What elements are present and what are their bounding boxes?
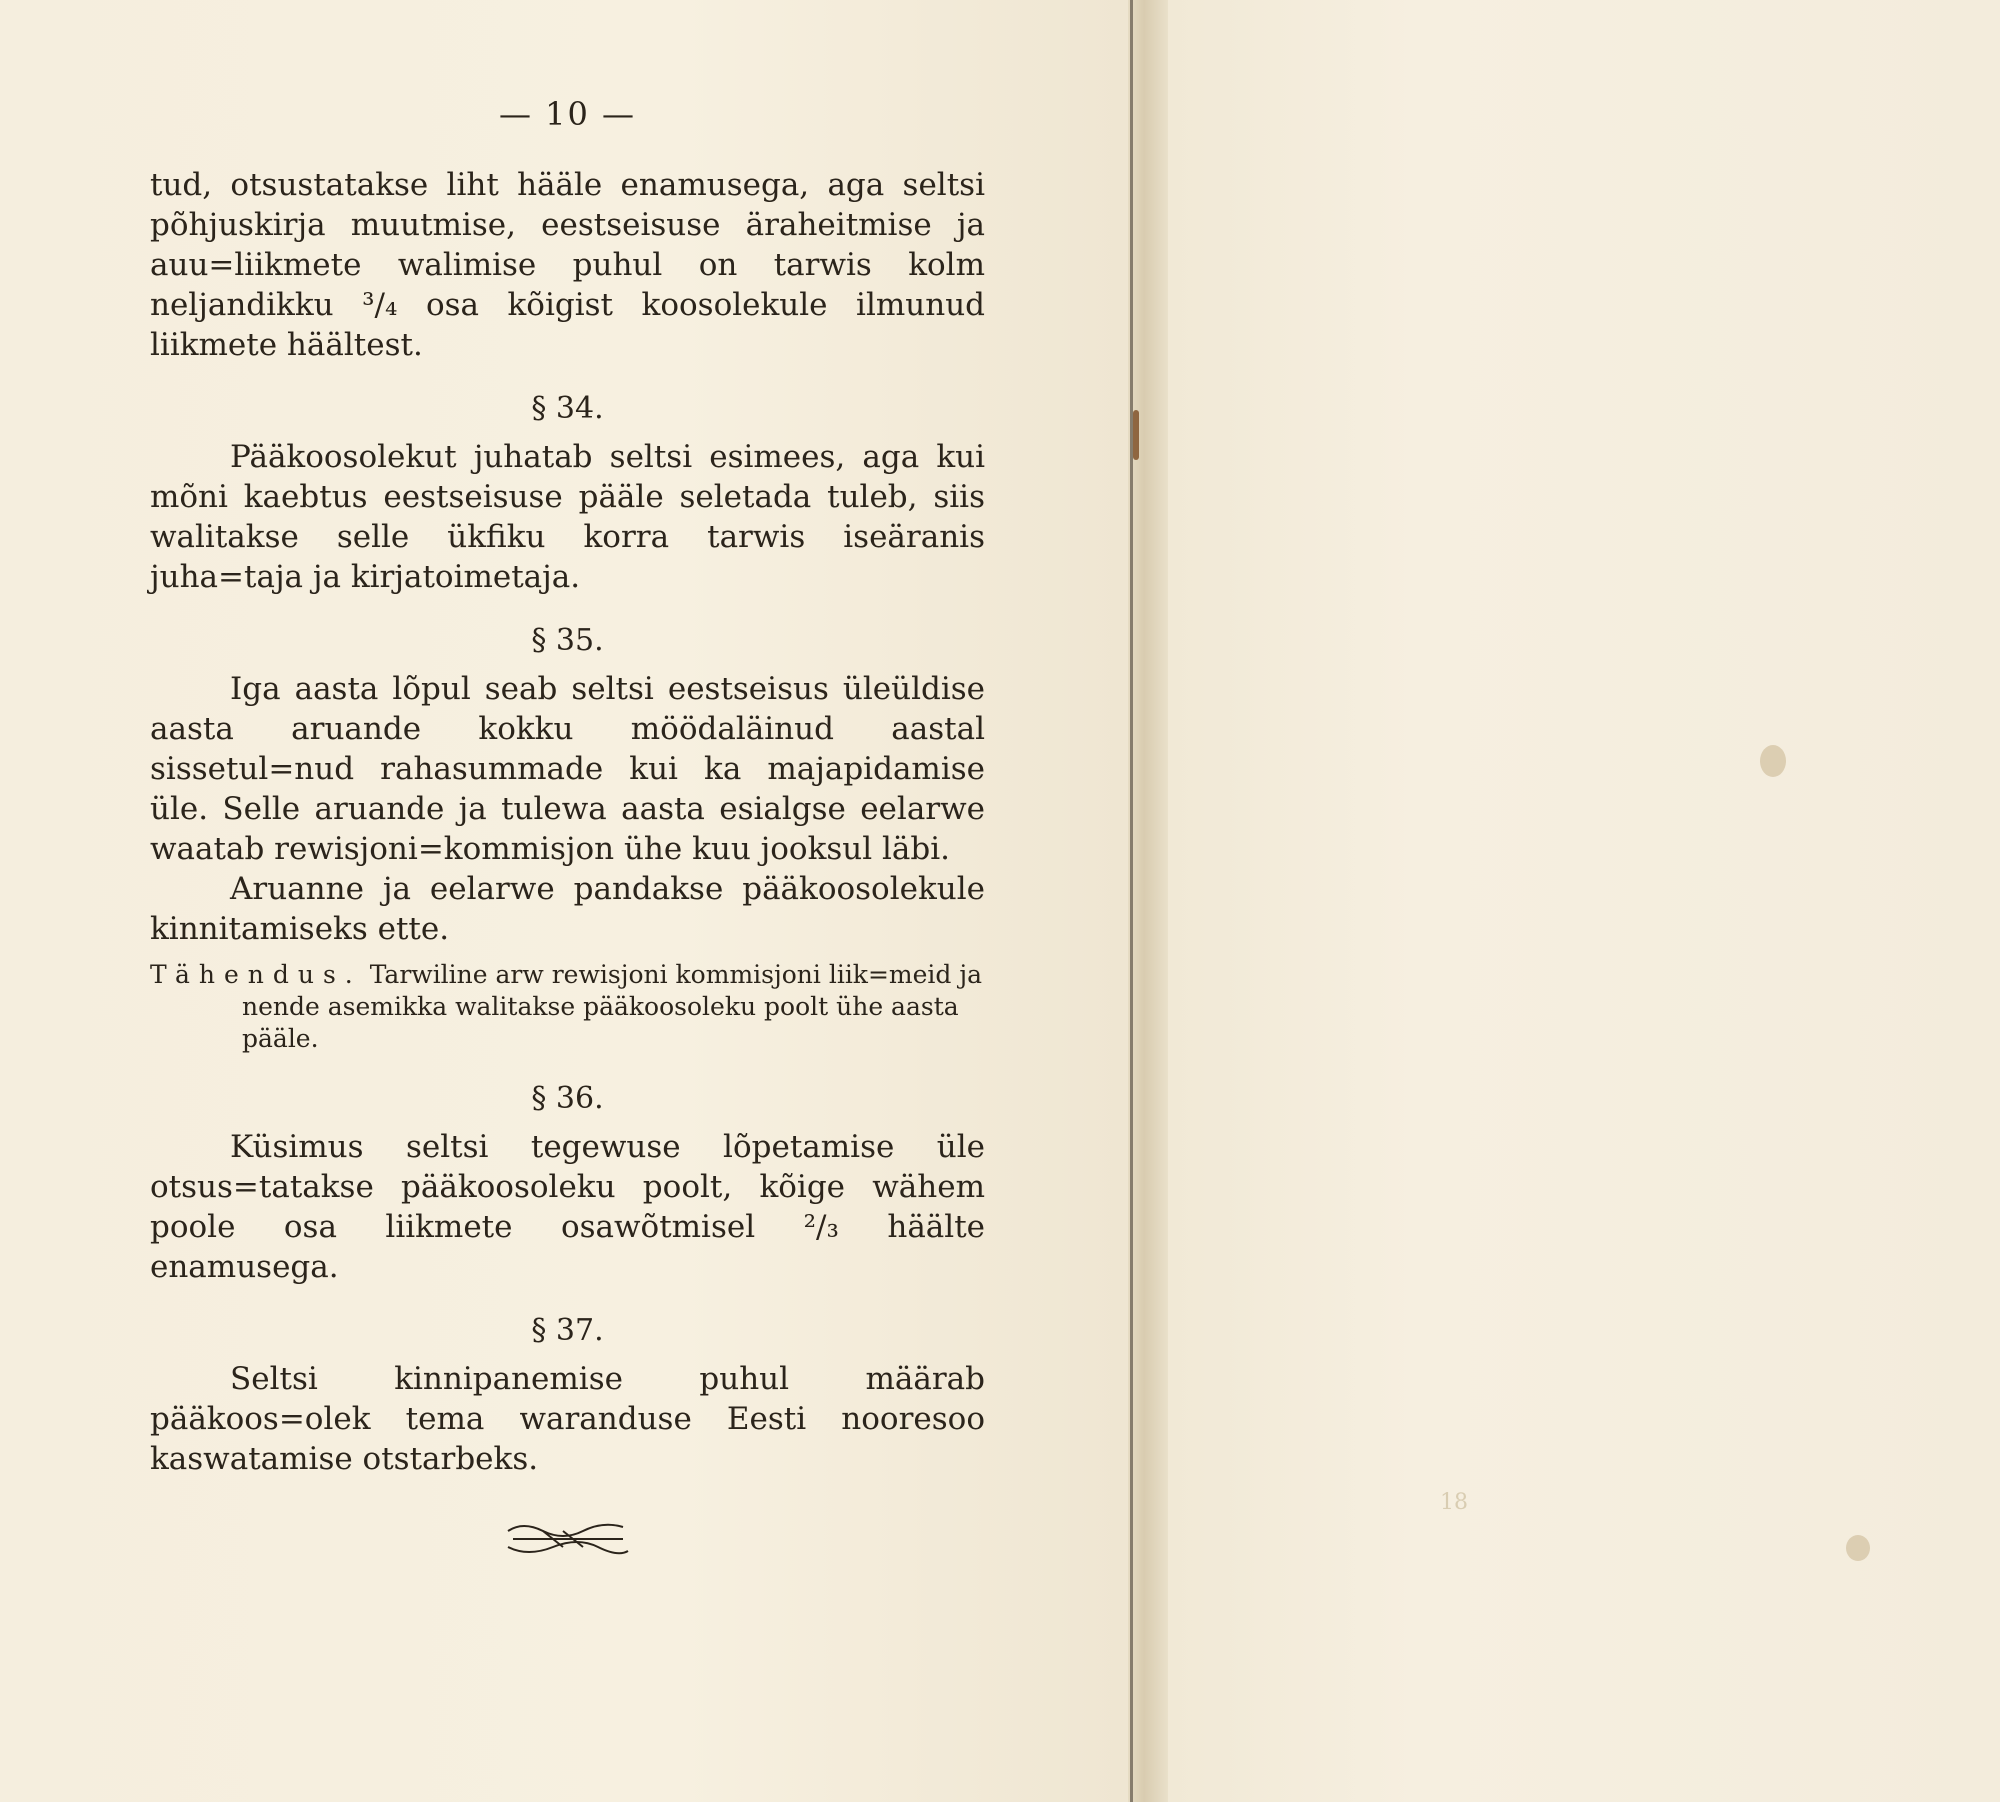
section-heading-34: § 34.	[531, 391, 604, 426]
note-text: Tarwiline arw rewisjoni kommisjoni liik=meid ja nende asemikka walitakse pääkoosoleku poolt ühe aasta pääle.	[242, 960, 983, 1053]
paragraph: Küsimus seltsi tegewuse lõpetamise üle otsus=tatakse pääkoosoleku poolt, kõige wähem poole osa liikmete osawõtmisel ²/₃ häälte enamusega.	[150, 1129, 985, 1285]
right-page-mark: 18	[1440, 1490, 1468, 1515]
page-number: — 10 —	[498, 95, 637, 133]
note-label: Tähendus.	[150, 960, 362, 989]
page-edge-shadow	[1130, 0, 1133, 1802]
paper-stain	[1760, 745, 1786, 777]
flourish-ornament-icon	[503, 1519, 633, 1559]
page-text	[150, 95, 985, 1559]
paper-stain	[1846, 1535, 1870, 1561]
paragraph: Iga aasta lõpul seab seltsi eestseisus üleüldise aasta aruande kokku möödaläinud aastal sissetul=nud rahasummade kui ka majapidamise üle. Selle aruande ja tulewa aasta esialgse eelarwe waatab rewisjoni=kommisjon ühe kuu jooksul läbi.	[150, 671, 985, 867]
right-page	[1168, 0, 2000, 1802]
book-gutter	[1128, 0, 1168, 1802]
section-heading-36: § 36.	[531, 1081, 604, 1116]
paragraph: Seltsi kinnipanemise puhul määrab pääkoos=olek tema waranduse Eesti nooresoo kaswatamise otstarbeks.	[150, 1361, 985, 1477]
paper-stain	[1133, 410, 1139, 460]
section-heading-35: § 35.	[531, 623, 604, 658]
paragraph: Aruanne ja eelarwe pandakse pääkoosolekule kinnitamiseks ette.	[150, 871, 985, 947]
note	[150, 959, 985, 1055]
paragraph: Pääkoosolekut juhatab seltsi esimees, aga kui mõni kaebtus eestseisuse pääle seletada tuleb, siis walitakse selle ükfiku korra tarwis iseäranis juha=taja ja kirjatoimetaja.	[150, 439, 985, 595]
paragraph: tud, otsustatakse liht hääle enamusega, aga seltsi põhjuskirja muutmise, eestseisuse äraheitmise ja auu=liikmete walimise puhul on tarwis kolm neljandikku ³/₄ osa kõigist koosolekule ilmunud liikmete häältest.	[150, 167, 985, 363]
section-heading-37: § 37.	[531, 1313, 604, 1348]
